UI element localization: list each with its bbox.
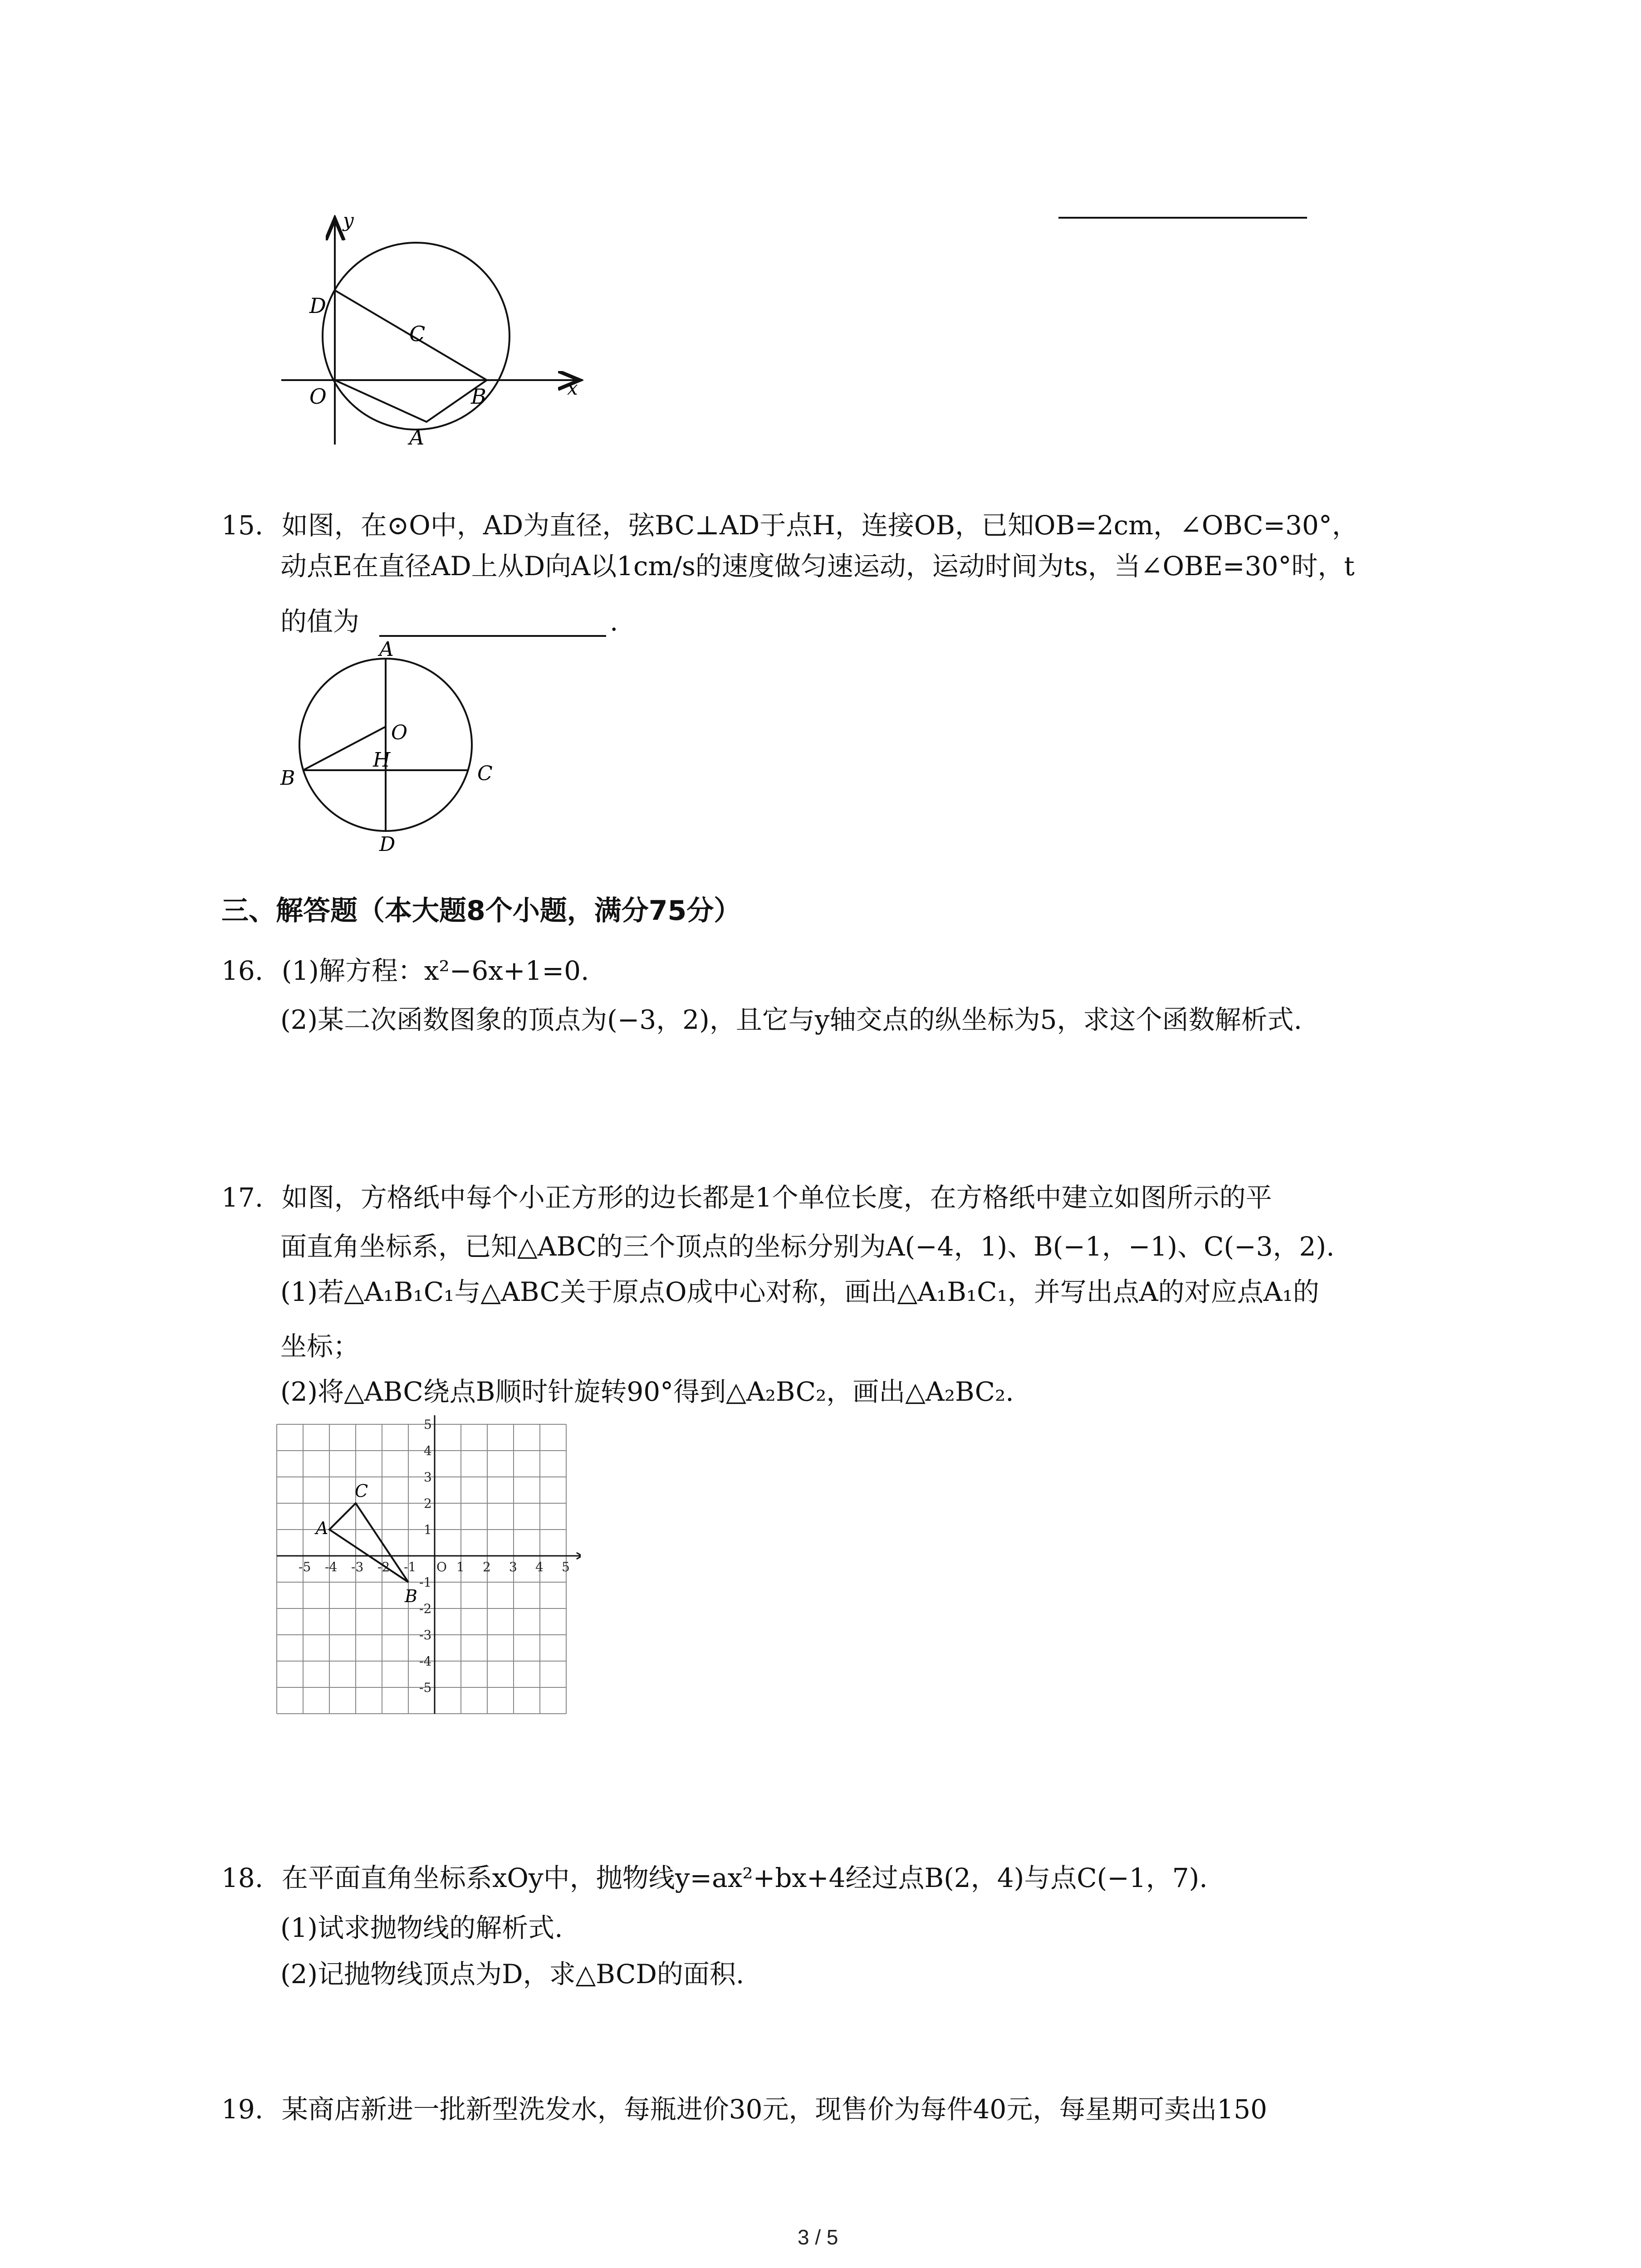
q15-line2 [280,548,1355,584]
q19-number: 19. [221,2094,264,2125]
x-tick-label: 1 [456,1559,465,1574]
q15-answer-blank [379,635,606,637]
label-o: O [309,384,327,409]
vertex-label-c: C [355,1481,368,1501]
q19-line1 [221,2091,1267,2127]
q15-text-3: 的值为 [280,606,360,637]
figure-q15-circle [272,640,508,853]
origin-label: O [436,1559,447,1574]
triangle-abc [329,1503,408,1582]
q17-text-5: (2)将△ABC绕点B顺时针旋转90°得到△A₂BC₂，画出△A₂BC₂. [280,1376,1014,1407]
label-a: A [379,640,394,661]
q17-line1 [221,1179,1272,1216]
label-d: D [309,293,326,318]
figure-q17-grid [272,1415,581,1715]
q17-line2 [280,1228,1334,1265]
q17-text-2: 面直角坐标系，已知△ABC的三个顶点的坐标分别为A(−4，1)、B(−1，−1)、C(−3，2). [280,1231,1335,1262]
q17-line4 [280,1328,359,1364]
x-tick-label: -4 [325,1559,338,1574]
label-y: y [343,209,354,231]
q15-line3 [280,603,618,640]
section-3-title: 三、解答题（本大题8个小题，满分75分） [221,895,741,927]
q15-number: 15. [221,510,264,541]
q16-text-2: (2)某二次函数图象的顶点为(−3，2)，且它与y轴交点的纵坐标为5，求这个函数解析式. [280,1004,1302,1035]
page-number: 3 / 5 [798,2225,838,2249]
q17-line3 [280,1274,1319,1310]
q18-text-2: (1)试求抛物线的解析式. [280,1912,563,1943]
x-tick-label: -2 [377,1559,390,1574]
x-tick-label: 4 [535,1559,544,1574]
y-tick-label: -1 [419,1575,432,1590]
y-tick-label: -5 [419,1680,432,1695]
vertex-label-b: B [405,1586,417,1606]
q16-line2 [280,1002,1302,1038]
q18-line3 [280,1956,744,1992]
x-tick-label: -3 [351,1559,364,1574]
y-tick-label: 5 [424,1417,432,1432]
q17-number: 17. [221,1182,264,1213]
label-c: C [409,322,426,346]
q18-line2 [280,1910,563,1946]
q16-number: 16. [221,955,264,986]
q16-line1 [221,953,589,989]
label-d: D [379,833,396,853]
x-tick-label: -1 [404,1559,416,1574]
q15-period: . [610,606,618,637]
y-tick-label: -2 [419,1601,432,1616]
q18-text-1: 在平面直角坐标系xOy中，抛物线y=ax²+bx+4经过点B(2，4)与点C(−1，7). [281,1862,1208,1893]
q17-text-1: 如图，方格纸中每个小正方形的边长都是1个单位长度，在方格纸中建立如图所示的平 [281,1182,1272,1213]
q17-text-3: (1)若△A₁B₁C₁与△ABC关于原点O成中心对称，画出△A₁B₁C₁，并写出点A的对应点A₁的 [280,1276,1319,1307]
answer-blank-q14 [1058,217,1307,219]
x-tick-label: 2 [483,1559,491,1574]
y-tick-label: 3 [424,1470,432,1485]
q17-text-4: 坐标； [280,1331,360,1362]
y-tick-label: 4 [424,1443,432,1458]
x-tick-label: -5 [299,1559,311,1574]
q18-text-3: (2)记抛物线顶点为D，求△BCD的面积. [280,1959,745,1989]
label-o: O [391,721,408,744]
q15-line1 [221,507,1358,543]
x-tick-label: 5 [562,1559,570,1574]
vertex-label-a: A [316,1518,328,1538]
q18-number: 18. [221,1862,264,1893]
q16-text-1: (1)解方程：x²−6x+1=0. [281,955,589,986]
figure-q14-circle-axes [268,209,594,463]
label-c: C [477,762,493,785]
q15-text-2: 动点E在直径AD上从D向A以1cm/s的速度做匀速运动，运动时间为ts，当∠OBE=30°时，t [280,551,1355,582]
y-tick-label: 1 [424,1522,432,1537]
label-h: H [373,748,391,772]
y-tick-label: -4 [419,1654,432,1669]
q15-text-1: 如图，在⊙O中，AD为直径，弦BC⊥AD于点H，连接OB，已知OB=2cm，∠OBC=30°， [281,510,1358,541]
label-b: B [280,767,295,790]
y-tick-label: 2 [424,1496,432,1511]
label-x: x [567,377,578,399]
label-b: B [471,384,486,409]
q19-text-1: 某商店新进一批新型洗发水，每瓶进价30元，现售价为每件40元，每星期可卖出150 [281,2094,1267,2125]
x-tick-label: 3 [509,1559,517,1574]
q17-line5 [280,1374,1014,1410]
y-tick-label: -3 [419,1628,432,1642]
label-a: A [409,425,425,450]
q18-line1 [221,1860,1208,1896]
